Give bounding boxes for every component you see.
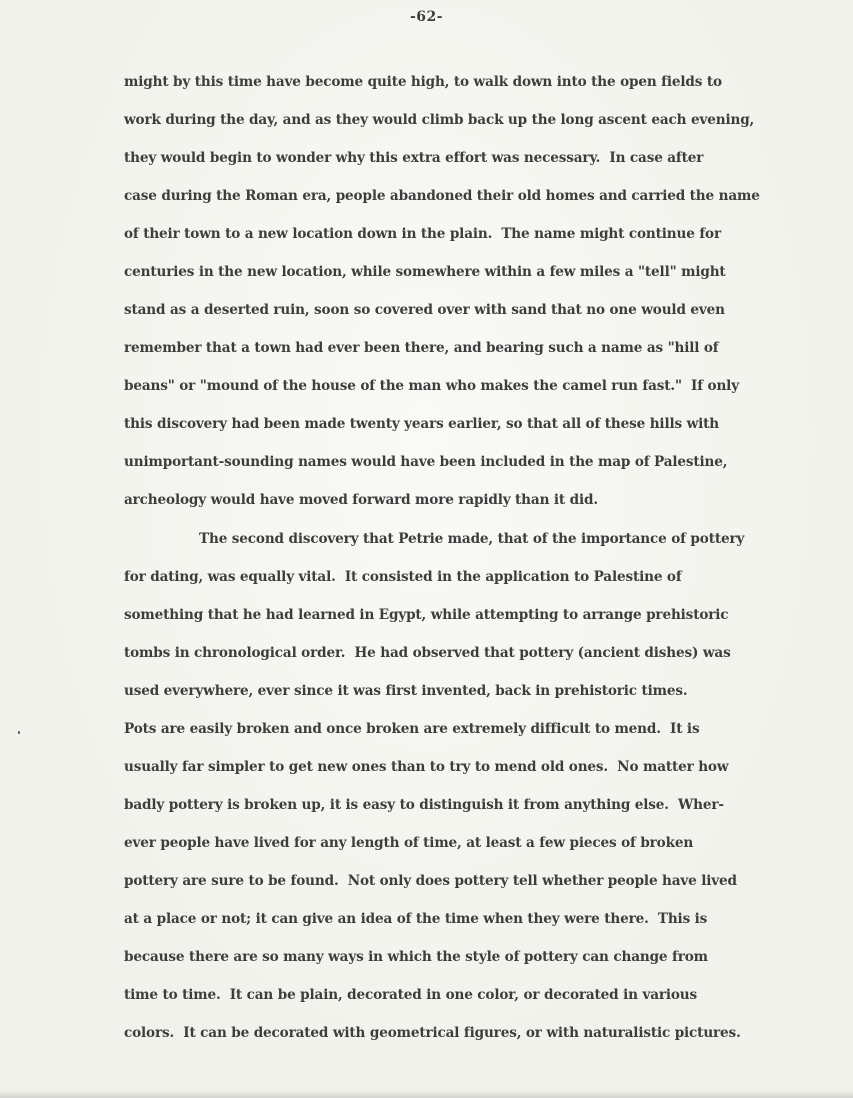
text-line: centuries in the new location, while somewhere within a few miles a "tell" might (124, 264, 726, 280)
paragraph-start-line: The second discovery that Petrie made, that of the importance of pottery (199, 531, 745, 547)
text-line: time to time. It can be plain, decorated in one color, or decorated in various (124, 987, 698, 1003)
text-line: tombs in chronological order. He had observed that pottery (ancient dishes) was (124, 645, 731, 661)
text-line: Pots are easily broken and once broken are extremely difficult to mend. It is (124, 721, 700, 737)
text-line: at a place or not; it can give an idea of the time when they were there. This is (124, 911, 708, 927)
text-line: unimportant-sounding names would have been included in the map of Palestine, (124, 454, 728, 470)
text-line: they would begin to wonder why this extra effort was necessary. In case after (124, 150, 704, 166)
text-line: ever people have lived for any length of time, at least a few pieces of broken (124, 835, 694, 851)
text-line: something that he had learned in Egypt, while attempting to arrange prehistoric (124, 607, 729, 623)
text-line: case during the Roman era, people abandoned their old homes and carried the name (124, 188, 760, 204)
text-line: used everywhere, ever since it was first invented, back in prehistoric times. (124, 683, 688, 699)
page-edge-shadow (0, 1090, 853, 1098)
text-line: might by this time have become quite high, to walk down into the open fields to (124, 74, 722, 90)
ink-speck (18, 731, 20, 734)
text-line: usually far simpler to get new ones than to try to mend old ones. No matter how (124, 759, 729, 775)
page-number: -62- (409, 9, 444, 25)
text-line: remember that a town had ever been there, and bearing such a name as "hill of (124, 340, 719, 356)
text-line: stand as a deserted ruin, soon so covered over with sand that no one would even (124, 302, 725, 318)
text-line: pottery are sure to be found. Not only does pottery tell whether people have lived (124, 873, 737, 889)
text-line: colors. It can be decorated with geometrical figures, or with naturalistic pictures. (124, 1025, 741, 1041)
text-line: this discovery had been made twenty years earlier, so that all of these hills with (124, 416, 719, 432)
text-line: work during the day, and as they would climb back up the long ascent each evening, (124, 112, 755, 128)
text-line: beans" or "mound of the house of the man who makes the camel run fast." If only (124, 378, 739, 394)
text-line: of their town to a new location down in the plain. The name might continue for (124, 226, 721, 242)
text-line: badly pottery is broken up, it is easy to distinguish it from anything else. Wher- (124, 797, 724, 813)
text-line: because there are so many ways in which the style of pottery can change from (124, 949, 708, 965)
text-line: archeology would have moved forward more rapidly than it did. (124, 492, 598, 508)
text-line: for dating, was equally vital. It consisted in the application to Palestine of (124, 569, 682, 585)
